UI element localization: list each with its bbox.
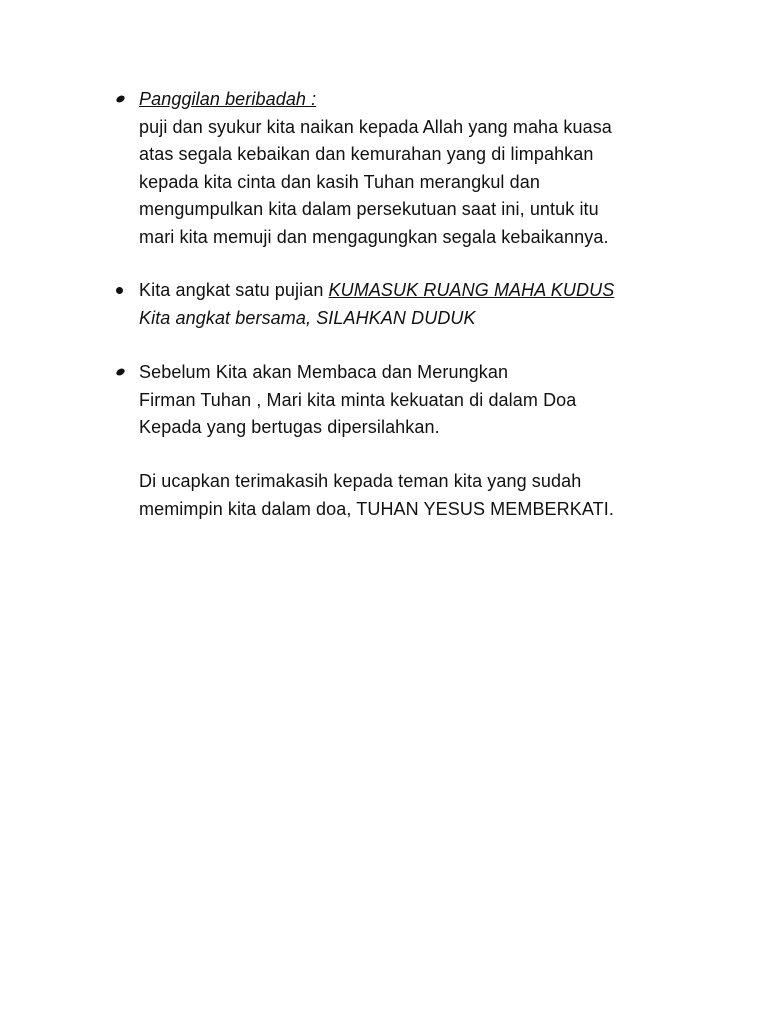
bullet-icon [115,367,126,377]
pujian-instruction-italic: Kita angkat bersama [139,307,306,328]
paragraph-line: Firman Tuhan , Mari kita minta kekuatan di dalam Doa [139,389,577,410]
song-title: KUMASUK RUANG MAHA KUDUS [328,280,615,300]
list-item-panggilan-beribadah [139,86,699,251]
pujian-instruction-rest: , SILAHKAN DUDUK [306,307,476,328]
pujian-line [139,277,699,305]
paragraph-line: mengumpulkan kita dalam persekutuan saat ini, untuk itu [139,199,599,219]
section-heading: Panggilan beribadah : [139,89,317,109]
pujian-intro-text: Kita angkat satu pujian [139,280,329,300]
bullet-icon [116,287,123,294]
paragraph-line: puji dan syukur kita naikan kepada Allah yang maha kuasa [139,116,612,137]
bullet-icon [115,94,126,104]
paragraph-line: kepada kita cinta dan kasih Tuhan merangkul dan [139,171,540,192]
closing-paragraph [139,468,699,523]
list-item-doa [139,359,699,442]
paragraph-line: Kepada yang bertugas dipersilahkan. [139,417,440,437]
paragraph-line: memimpin kita dalam doa, TUHAN YESUS MEMBERKATI. [139,498,614,519]
pujian-instruction-line [139,305,699,333]
paragraph-line: mari kita memuji dan mengagungkan segala kebaikannya. [139,226,609,247]
paragraph-line: Di ucapkan terimakasih kepada teman kita yang sudah [139,471,582,491]
list-item-pujian [139,277,699,332]
paragraph-line: atas segala kebaikan dan kemurahan yang di limpahkan [139,144,594,164]
paragraph-line: Sebelum Kita akan Membaca dan Merungkan [139,362,509,382]
